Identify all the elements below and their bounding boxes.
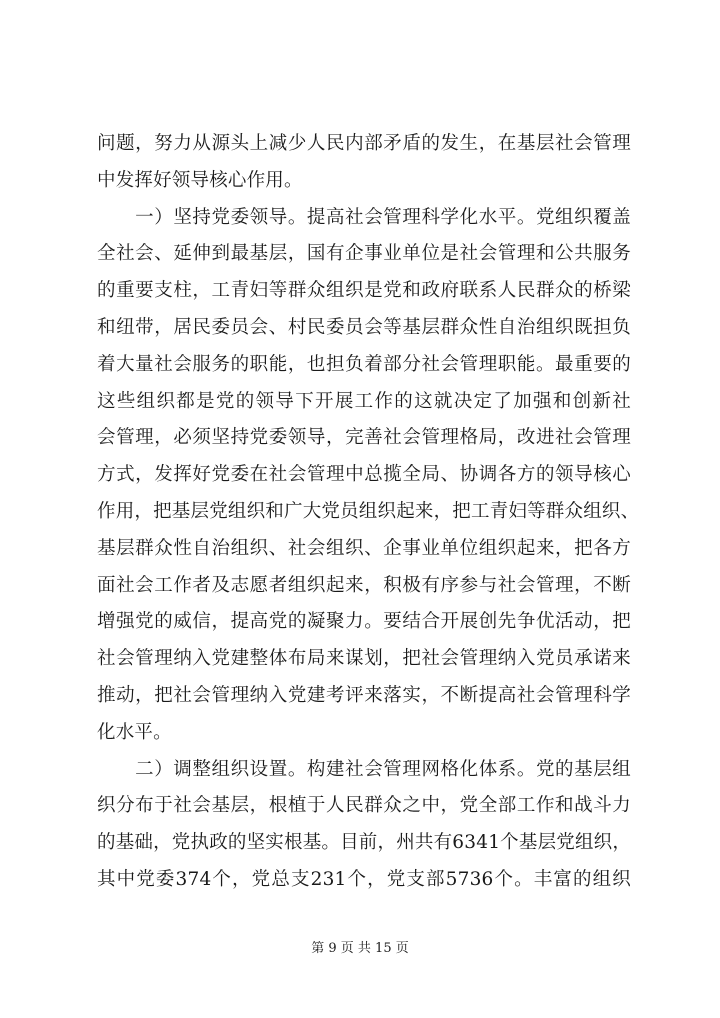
text-line: 一）坚持党委领导。提高社会管理科学化水平。党组织覆盖: [97, 206, 631, 228]
text-line: 的重要支柱，工青妇等群众组织是党和政府联系人民群众的桥梁: [97, 280, 631, 302]
text-line: 其中党委374个，党总支231个，党支部5736个。丰富的组织: [97, 868, 631, 890]
text-line: 作用，把基层党组织和广大党员组织起来，把工青妇等群众组织、: [97, 500, 640, 522]
text-line: 方式，发挥好党委在社会管理中总揽全局、协调各方的领导核心: [97, 464, 631, 486]
text-line: 问题，努力从源头上减少人民内部矛盾的发生，在基层社会管理: [97, 133, 631, 154]
text-line: 化水平。: [97, 721, 172, 743]
text-line: 二）调整组织设置。构建社会管理网格化体系。党的基层组: [97, 758, 631, 780]
text-line: 会管理，必须坚持党委领导，完善社会管理格局，改进社会管理: [97, 427, 631, 449]
text-line: 基层群众性自治组织、社会组织、企事业单位组织起来，把各方: [97, 537, 631, 559]
page-number-label: 第 9 页 共 15 页: [311, 941, 409, 956]
document-body: [97, 126, 640, 899]
text-line: 增强党的威信，提高党的凝聚力。要结合开展创先争优活动，把: [97, 611, 631, 633]
text-line: 推动，把社会管理纳入党建考评来落实，不断提高社会管理科学: [97, 684, 631, 706]
text-line: 着大量社会服务的职能，也担负着部分社会管理职能。最重要的: [97, 353, 631, 375]
text-line: 面社会工作者及志愿者组织起来，积极有序参与社会管理，不断: [97, 574, 631, 596]
page-footer: [0, 937, 720, 956]
text-line: 织分布于社会基层，根植于人民群众之中，党全部工作和战斗力: [97, 795, 631, 817]
text-line: 全社会、延伸到最基层，国有企事业单位是社会管理和公共服务: [97, 243, 631, 265]
text-line: 和纽带，居民委员会、村民委员会等基层群众性自治组织既担负: [97, 316, 631, 338]
text-line: 这些组织都是党的领导下开展工作的这就决定了加强和创新社: [97, 390, 631, 412]
text-line: 的基础，党执政的坚实根基。目前，州共有6341个基层党组织，: [97, 832, 632, 854]
text-line: 社会管理纳入党建整体布局来谋划，把社会管理纳入党员承诺来: [97, 648, 631, 670]
text-line: 中发挥好领导核心作用。: [97, 169, 303, 191]
